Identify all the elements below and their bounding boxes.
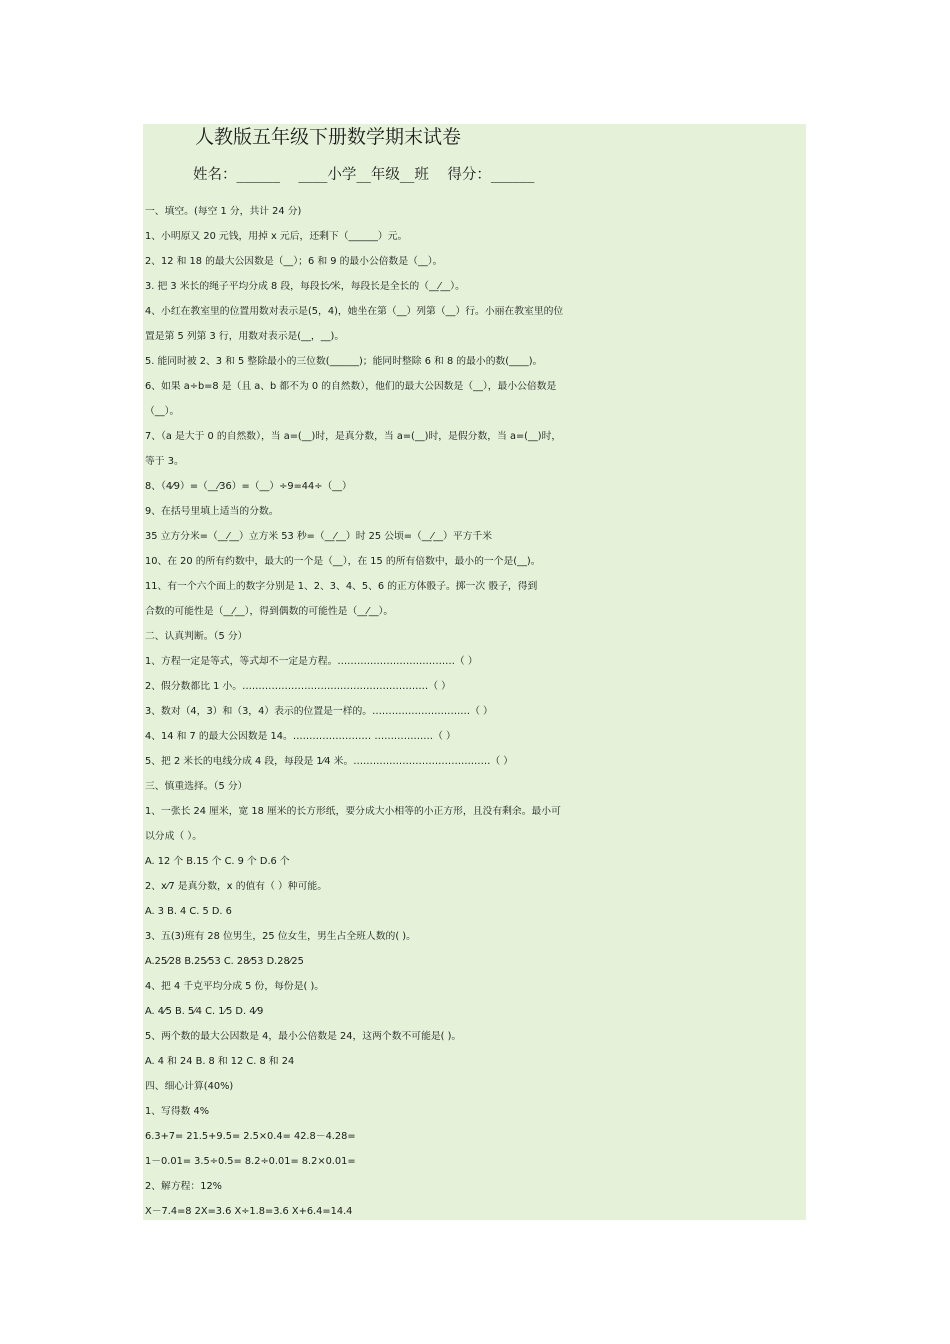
- text-line: 1、小明原又 20 元钱，用掉 x 元后，还剩下（______）元。: [145, 231, 408, 242]
- text-line: 二、认真判断。（5 分）: [145, 631, 248, 642]
- text-line: A. 12 个 B.15 个 C. 9 个 D.6 个: [145, 856, 290, 867]
- text-line: 9、在括号里填上适当的分数。: [145, 506, 279, 517]
- exam-body: [145, 199, 809, 1224]
- text-line: 4、把 4 千克平均分成 5 份，每份是( )。: [145, 981, 325, 992]
- text-line: 2、解方程：12%: [145, 1181, 222, 1192]
- text-line: 一、填空。(每空 1 分，共计 24 分): [145, 206, 302, 217]
- text-line: 3、数对（4，3）和（3，4）表示的位置是一样的。…………………………（ ）: [145, 706, 493, 717]
- text-line: 以分成（ ）。: [145, 831, 202, 842]
- text-line: A. 3 B. 4 C. 5 D. 6: [145, 906, 232, 917]
- text-line: 5、两个数的最大公因数是 4，最小公倍数是 24，这两个数不可能是( )。: [145, 1031, 462, 1042]
- text-line: 1、写得数 4%: [145, 1106, 210, 1117]
- text-line: 5、把 2 米长的电线分成 4 段，每段是 1⁄4 米。……………………………………（ ）: [145, 756, 514, 767]
- text-line: 3、五(3)班有 28 位男生，25 位女生，男生占全班人数的( )。: [145, 931, 416, 942]
- text-line: A. 4 和 24 B. 8 和 12 C. 8 和 24: [145, 1056, 295, 1067]
- text-line: 1、方程一定是等式，等式却不一定是方程。………………………………（ ）: [145, 656, 478, 667]
- text-line: 2、假分数都比 1 小。…………………………………………………（ ）: [145, 681, 451, 692]
- text-line: 置是第 5 列第 3 行，用数对表示是(__，__)。: [145, 331, 345, 342]
- text-line: 4、14 和 7 的最大公因数是 14。…………………… ………………（ ）: [145, 731, 456, 742]
- text-line: X－7.4=8 2X=3.6 X÷1.8=3.6 X+6.4=14.4: [145, 1206, 353, 1217]
- text-line: 3. 把 3 米长的绳子平均分成 8 段，每段长⁄米，每段长是全长的（__⁄__）。: [145, 281, 465, 292]
- text-line: 1－0.01= 3.5÷0.5= 8.2÷0.01= 8.2×0.01=: [145, 1156, 356, 1167]
- text-line: 等于 3。: [145, 456, 184, 467]
- text-line: 2、x⁄7 是真分数，x 的值有（ ）种可能。: [145, 881, 327, 892]
- text-line: 1、一张长 24 厘米，宽 18 厘米的长方形纸，要分成大小相等的小正方形，且没有剩余。最小可: [145, 806, 561, 817]
- document-title: 人教版五年级下册数学期末试卷: [195, 126, 462, 148]
- text-line: （__）。: [145, 406, 180, 417]
- student-info-line: 姓名：______ ____小学__年级__班 得分：______: [193, 167, 535, 183]
- text-line: 四、细心计算(40%): [145, 1081, 234, 1092]
- text-line: A. 4⁄5 B. 5⁄4 C. 1⁄5 D. 4⁄9: [145, 1006, 264, 1017]
- text-line: 6、如果 a÷b=8 是（且 a、b 都不为 0 的自然数），他们的最大公因数是（__），最小公倍数是: [145, 381, 557, 392]
- text-line: 35 立方分米=（__⁄__）立方米 53 秒=（__⁄__）时 25 公顷=（__⁄__）平方千米: [145, 531, 493, 542]
- text-line: A.25⁄28 B.25⁄53 C. 28⁄53 D.28⁄25: [145, 956, 304, 967]
- text-line: 4、小红在教室里的位置用数对表示是(5，4)，她坐在第（__）列第（__）行。小丽在教室里的位: [145, 306, 564, 317]
- text-line: 7、（a 是大于 0 的自然数），当 a=(__)时，是真分数，当 a=(__)时，是假分数，当 a=(__)时，: [145, 431, 562, 442]
- text-line: 8、（4⁄9）=（__⁄36）=（__）÷9=44÷（__）: [145, 481, 352, 492]
- text-line: 2、12 和 18 的最大公因数是（__）；6 和 9 的最小公倍数是（__）。: [145, 256, 443, 267]
- text-line: 合数的可能性是（__⁄__），得到偶数的可能性是（__⁄__）。: [145, 606, 394, 617]
- text-line: 5. 能同时被 2、3 和 5 整除最小的三位数(______)；能同时整除 6 和 8 的最小的数(____)。: [145, 356, 543, 367]
- text-line: 6.3+7= 21.5+9.5= 2.5×0.4= 42.8－4.28=: [145, 1131, 356, 1142]
- text-line: 10、在 20 的所有约数中，最大的一个是（__），在 15 的所有倍数中，最小的一个是(__)。: [145, 556, 541, 567]
- text-line: 三、慎重选择。（5 分）: [145, 781, 248, 792]
- text-line: 11、有一个六个面上的数字分别是 1、2、3、4、5、6 的正方体骰子。掷一次 骰子，得到: [145, 581, 538, 592]
